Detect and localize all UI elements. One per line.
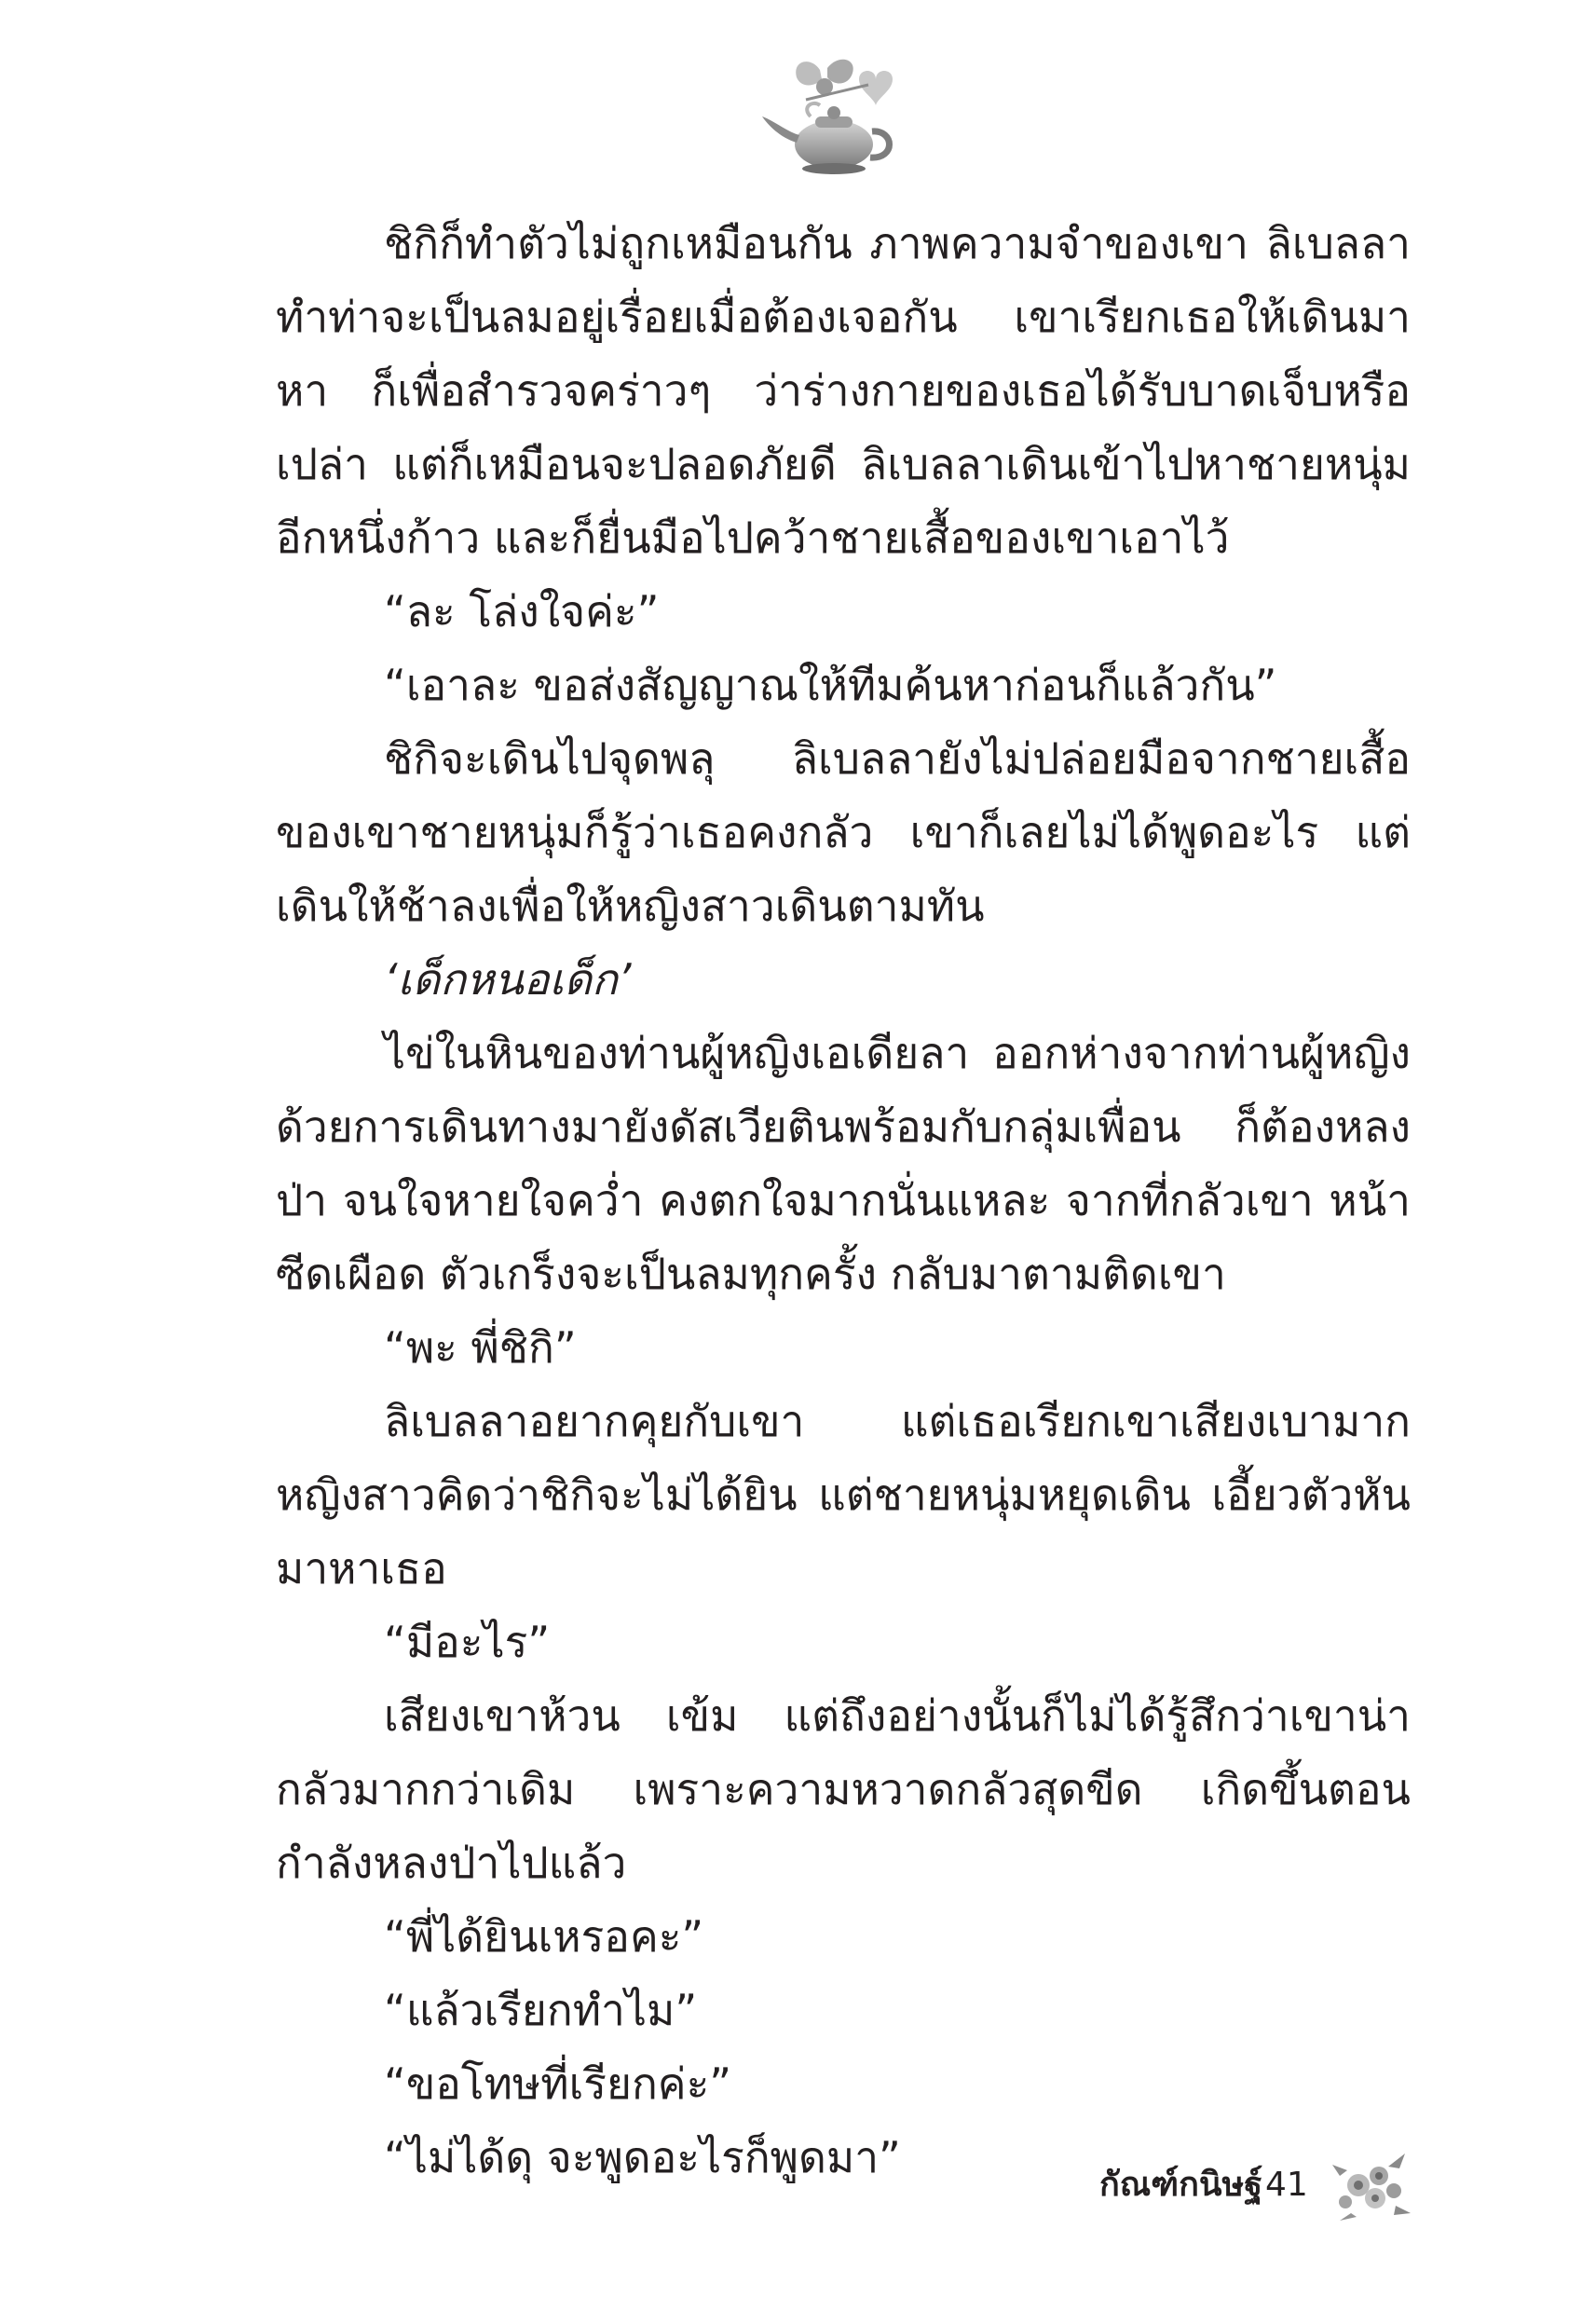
teapot-cupid-ornament-icon <box>755 51 913 182</box>
page-footer <box>1099 2148 1416 2232</box>
dialogue-line: “แล้วเรียกทำไม” <box>384 1985 698 2035</box>
paragraph: ชิกิก็ทำตัวไม่ถูกเหมือนกัน ภาพความจำของเขา ลิเบลลาทำท่าจะเป็นลมอยู่เรื่อยเมื่อต้องเจอกัน เขาเรียกเธอให้เดินมาหา ก็เพื่อสำรวจคร่าวๆ ว่าร่างกายของเธอได้รับบาดเจ็บหรือเปล่า แต่ก็เหมือนจะปลอดภัยดี ลิเบลลาเดินเข้าไปหาชายหนุ่มอีกหนึ่งก้าว และก็ยื่นมือไปคว้าชายเสื้อของเขาเอาไว้ <box>276 218 1411 563</box>
paragraph: เสียงเขาห้วน เข้ม แต่ถึงอย่างนั้นก็ไม่ได้รู้สึกว่าเขาน่ากลัวมากกว่าเดิม เพราะความหวาดกลัวสุดขีด เกิดขึ้นตอนกำลังหลงป่าไปแล้ว <box>276 1690 1411 1888</box>
body-text <box>276 207 1411 2195</box>
book-title: กัณฑ์กนิษฐ์ <box>1099 2166 1263 2204</box>
dialogue-line: “ไม่ได้ดุ จะพูดอะไรก็พูดมา” <box>384 2132 901 2182</box>
dialogue-line: “พะ พี่ชิกิ” <box>384 1322 577 1373</box>
dialogue-line: “มีอะไร” <box>384 1617 551 1667</box>
dialogue-line: “ขอโทษที่เรียกค่ะ” <box>384 2058 732 2109</box>
dialogue-line: “เอาละ ขอส่งสัญญาณให้ทีมค้นหาก่อนก็แล้วกัน” <box>384 660 1277 710</box>
paragraph: ไข่ในหินของท่านผู้หญิงเอเดียลา ออกห่างจากท่านผู้หญิงด้วยการเดินทางมายังดัสเวียตินพร้อมกับกลุ่มเพื่อน ก็ต้องหลงป่า จนใจหายใจคว่ำ คงตกใจมากนั่นแหละ จากที่กลัวเขา หน้าซีดเผือด ตัวเกร็งจะเป็นลมทุกครั้ง กลับมาตามติดเขา <box>276 1028 1411 1299</box>
dialogue-line: “ละ โล่งใจค่ะ” <box>384 586 660 636</box>
paragraph: ชิกิจะเดินไปจุดพลุ ลิเบลลายังไม่ปล่อยมือจากชายเสื้อของเขาชายหนุ่มก็รู้ว่าเธอคงกลัว เขาก็เลยไม่ได้พูดอะไร แต่เดินให้ช้าลงเพื่อให้หญิงสาวเดินตามทัน <box>276 733 1411 931</box>
dialogue-line: “พี่ได้ยินเหรอคะ” <box>384 1911 704 1962</box>
flower-bouquet-ornament-icon <box>1330 2148 1414 2222</box>
italic-thought: ‘เด็กหนอเด็ก’ <box>384 954 632 1005</box>
paragraph: ลิเบลลาอยากคุยกับเขา แต่เธอเรียกเขาเสียงเบามาก หญิงสาวคิดว่าชิกิจะไม่ได้ยิน แต่ชายหนุ่มหยุดเดิน เอี้ยวตัวหันมาหาเธอ <box>276 1396 1411 1593</box>
page-number: 41 <box>1265 2166 1308 2204</box>
